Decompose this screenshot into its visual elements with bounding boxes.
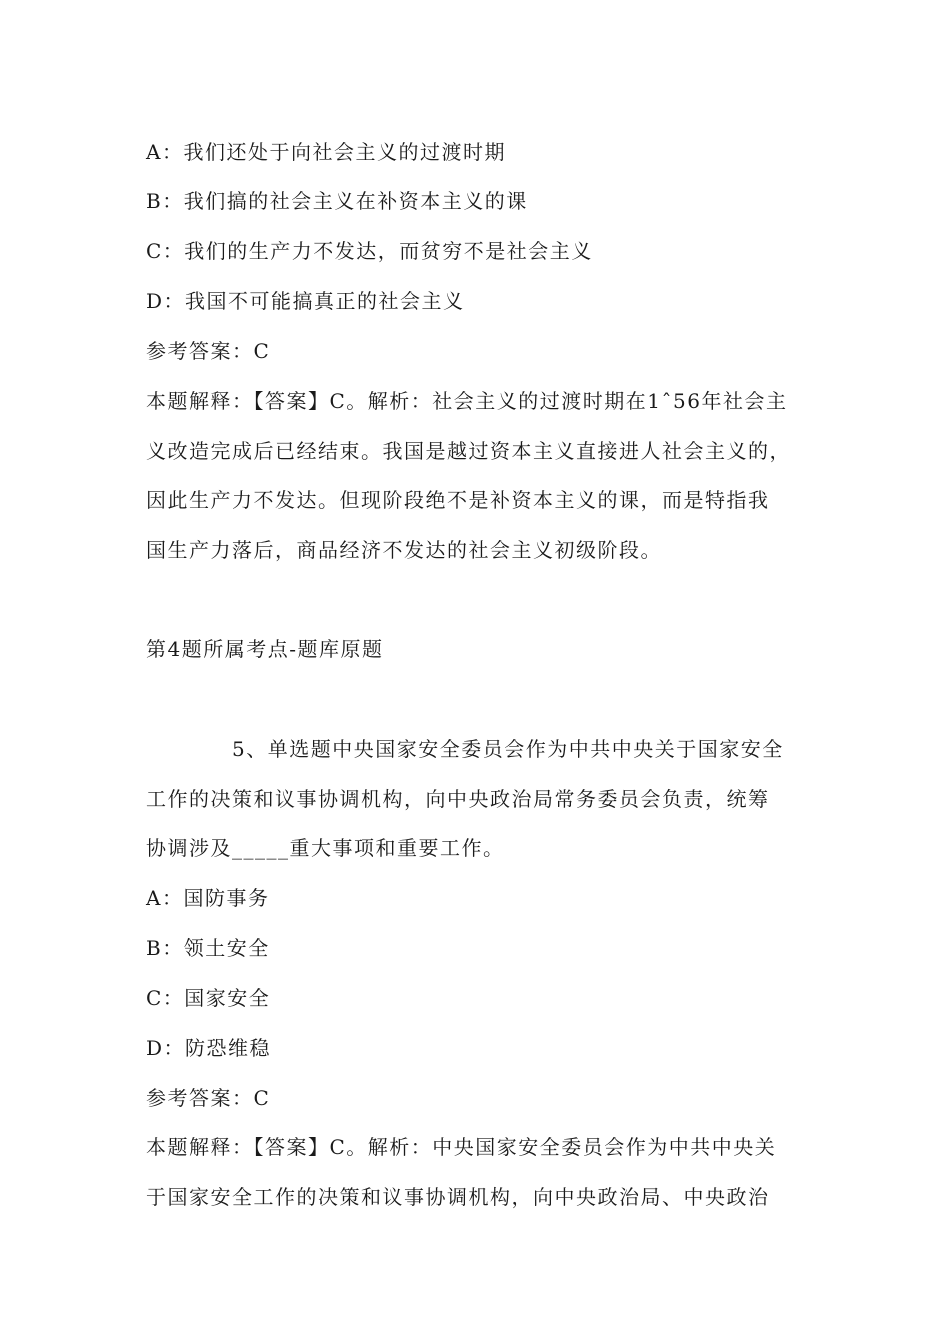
- q5-option-a: A：国防事务: [146, 886, 270, 910]
- q5-stem-line: 协调涉及_____重大事项和重要工作。: [146, 836, 505, 860]
- q5-stem-line: 工作的决策和议事协调机构，向中央政治局常务委员会负责，统筹: [146, 787, 770, 811]
- q4-option-c: C：我们的生产力不发达，而贫穷不是社会主义: [146, 239, 593, 263]
- q5-explanation-line: 本题解释：【答案】C。解析：中央国家安全委员会作为中共中央关: [146, 1135, 777, 1159]
- q5-stem-line: 5、单选题中央国家安全委员会作为中共中央关于国家安全: [232, 737, 784, 761]
- q5-option-c: C：国家安全: [146, 986, 271, 1010]
- q4-answer: 参考答案：C: [146, 339, 271, 363]
- q5-explanation-line: 于国家安全工作的决策和议事协调机构，向中央政治局、中央政治: [146, 1185, 770, 1209]
- q4-option-d: D：我国不可能搞真正的社会主义: [146, 289, 465, 313]
- q5-option-d: D：防恐维稳: [146, 1036, 272, 1060]
- q4-explanation-line: 本题解释：【答案】C。解析：社会主义的过渡时期在1ˆ56年社会主: [146, 389, 788, 413]
- q5-option-b: B：领土安全: [146, 936, 270, 960]
- q4-explanation-line: 因此生产力不发达。但现阶段绝不是补资本主义的课，而是特指我: [146, 488, 770, 512]
- q4-topic: 第4题所属考点-题库原题: [146, 637, 384, 661]
- q4-explanation-line: 义改造完成后已经结束。我国是越过资本主义直接进人社会主义的，: [146, 439, 791, 463]
- q5-answer: 参考答案：C: [146, 1086, 271, 1110]
- q4-option-b: B：我们搞的社会主义在补资本主义的课: [146, 189, 528, 213]
- q4-option-a: A：我们还处于向社会主义的过渡时期: [146, 140, 506, 164]
- q4-explanation-line: 国生产力落后，商品经济不发达的社会主义初级阶段。: [146, 538, 662, 562]
